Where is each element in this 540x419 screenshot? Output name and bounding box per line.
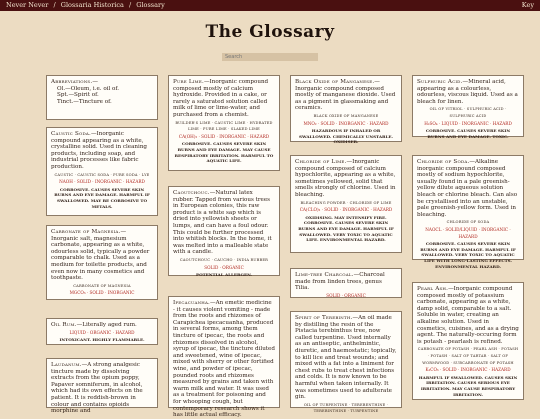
hazard-note: CORROSIVE. CAUSES SEVERE SKIN BURNS AND EYE DAMAGE. MAY CAUSE RESPIRATORY IRRITATION. HARMFUL TO AQUATIC LIFE. <box>174 141 274 164</box>
category-tags[interactable]: SOLID · ORGANIC <box>326 292 366 298</box>
glossary-card-carbonate-of-magnesia <box>46 225 158 300</box>
hazard-note: HAZARDOUS IF INHALED OR SWALLOWED. CHEMICALLY UNSTABLE. OXIDISER. <box>299 128 393 145</box>
term-heading: Lime-tree Charcoal. <box>295 272 354 278</box>
term-definition: —An emetic medicine - it causes violent vomiting - made from the roots and rhizomes of Carapichea ipecacuanha, produced in several forms, among them tincture of ipecac, the roots and rhizomes dissolved in alcohol, syrup of ipecac, the tincture diluted and sweetened, wine of ipecac, mixed with sherry or other fortified wine, and powder of ipecac, pounded roots and rhizomes measured by grains and taken with warm milk and water. It was used as a treatment for poisoning and for whooping cough, but contemporary research shows it has little actual efficacy. <box>173 300 275 419</box>
glossary-card-oil-rum <box>46 318 158 345</box>
term-definition: —A strong analgesic tincture made by dissolving extracts from the opium poppy, Papaver somniferum, in alcohol, which had its own effects on the patient. It is reddish-brown in colour and contains opioids morphine and <box>51 362 143 415</box>
category-tags[interactable]: H₂SO₄ · LIQUID · INORGANIC · HAZARD <box>424 120 512 126</box>
glossary-card-pearl-ash <box>412 282 524 400</box>
breadcrumb-separator: / <box>129 1 132 9</box>
term-heading: Chloride of Soda. <box>417 159 470 165</box>
category-tags[interactable]: MGCO₃ · SOLID · INORGANIC <box>69 290 135 296</box>
glossary-card-laudanum <box>46 358 158 415</box>
glossary-card-chloride-of-soda <box>412 155 524 269</box>
glossary-card-ipecacuanha <box>168 296 280 419</box>
glossary-card-chloride-of-lime <box>290 155 402 253</box>
synonyms: OIL OF TURPENTINE · TEREBENTHINE · TEREBINTHINE · TURPENTINE <box>303 402 389 414</box>
term-definition: —Mineral acid, appearing as a colourless, odourless, viscous liquid. Used as a bleach for linen. <box>417 79 518 105</box>
category-tags[interactable]: NAOCL · SOLID/LIQUID · INORGANIC · HAZARD <box>425 226 511 239</box>
term-heading: Pure Lime. <box>173 79 204 85</box>
category-tags[interactable]: SOLID · ORGANIC <box>204 264 244 270</box>
hazard-note: INTOXICANT. HIGHLY FLAMMABLE. <box>59 337 145 343</box>
term-definition: —Inorganic compound composed mostly of manganese dioxide. Used as a pigment in glassmaking and ceramics. <box>295 79 396 112</box>
term-heading: Spirit of Terebinth. <box>295 315 353 321</box>
term-definition: —Inorganic compound appearing as a white, crystalline solid. Used in cleaning products, including soap, and industrial processes like fabric production. <box>51 131 147 170</box>
hazard-note: POTENTIAL ALLERGEN. <box>196 272 252 278</box>
term-heading: Ipecacuanha. <box>173 300 211 306</box>
abbreviation-item: Ol.—Oleum, i.e. oil of. <box>57 85 120 92</box>
search-input[interactable] <box>222 53 318 61</box>
synonyms: CARBONATE OF POTASH · PEARL ASH · POTASH · POTASH · SALT OF TARTAR · SALT OF WORMWOOD · SUBCARBONATE OF POTASH <box>417 347 519 365</box>
term-heading: Caoutchouc. <box>173 190 210 196</box>
synonyms: CHLORIDE OF SODA <box>446 220 490 225</box>
term-heading: Abbreviations.— <box>51 79 99 85</box>
breadcrumb-glossaria-historica[interactable]: Glossaria Historica <box>60 1 124 9</box>
synonyms: BUILDER'S LIME · CAUSTIC LIME · HYDRATED LIME · PURE LIME · SLAKED LIME <box>175 120 273 132</box>
synonyms: BLEACHING POWDER · CHLORIDE OF LIME <box>300 200 392 205</box>
hazard-note: CORROSIVE. CAUSES SEVERE SKIN BURNS AND EYE DAMAGE. TOXIC. <box>425 128 511 139</box>
abbreviation-item: Spt.—Spirit of. <box>57 92 99 99</box>
breadcrumb-never-never[interactable]: Never Never <box>6 1 49 9</box>
term-definition: —Charcoal made from linden trees, genus Tilia. <box>295 272 385 292</box>
term-heading: Sulphuric Acid. <box>417 79 463 85</box>
breadcrumb-separator: / <box>53 1 56 9</box>
term-definition: —Literally aged rum. <box>76 322 137 328</box>
term-heading: Chloride of Lime. <box>295 159 347 165</box>
glossary-card-sulphuric-acid <box>412 75 524 137</box>
category-tags[interactable]: CA(CLO)₂ · SOLID · INORGANIC · HAZARD <box>299 207 393 213</box>
term-heading: Laudanum. <box>51 362 82 368</box>
category-tags[interactable]: LIQUID · ORGANIC · HAZARD <box>69 329 135 335</box>
breadcrumb <box>6 0 168 11</box>
synonyms: BLACK OXIDE OF MANGANESE <box>313 113 379 118</box>
synonyms: CARBONATE OF MAGNESIA <box>73 283 131 288</box>
glossary-card-caoutchouc <box>168 186 280 276</box>
page-title: The Glossary <box>205 22 335 42</box>
term-definition: —Alkaline inorganic compound composed mostly of sodium hypochlorite, usually found in a pale greenish-yellow dilute aqueous solution bleach or chlorine bleach. Can also be crystallised into an unstable, pale greenish-yellow form. Used in bleaching. <box>417 159 518 218</box>
term-heading: Black Oxide of Manganese. <box>295 79 375 85</box>
synonyms: CAUSTIC · CAUSTIC SODA · PURE SODA · LYE <box>54 172 150 177</box>
glossary-card-spirit-of-terebinth <box>290 311 402 414</box>
glossary-card-abbreviations <box>46 75 158 120</box>
term-definition: —Inorganic compound composed mostly of potassium carbonate, appearing as a white, damp solid, comparable to a salt. Soluble in water, creating an alkaline solution. Used in cosmetics, cuisines, and as a drying agent. The naturally-occuring form is potash - pearlash is refined. <box>417 286 519 345</box>
top-navigation-bar <box>0 0 540 11</box>
synonyms: CAOUTCHOUC · CAUCHO · INDIA RUBBER <box>179 257 269 262</box>
glossary-card-pure-lime <box>168 75 280 171</box>
term-heading: Caustic Soda. <box>51 131 91 137</box>
hazard-note: CORROSIVE. CAUSES SEVERE SKIN BURNS AND EYE DAMAGE. HARMFUL IF SWALLOWED. MAY BE CORROSIVE TO METALS. <box>54 186 150 209</box>
term-definition: —An oil made by distilling the resin of the Pistacia terebinthus tree, now called turpentine. Used internally as an antiseptic, anthelmintic, diuretic, and haemostatic; topically, to kill lice and treat wounds; and mixed with a fat into a liniment for chest rubs to treat chest infections and colds. It is now known to be harmful when taken internally. It was sometimes used to adulterate gin. <box>295 315 397 401</box>
category-tags[interactable]: K₂CO₃ · SOLID · INORGANIC · HAZARD <box>425 367 511 373</box>
glossary-card-lime-tree-charcoal <box>290 268 402 298</box>
term-definition: —Natural latex rubber. Tapped from various trees in European colonies, this raw product is a white sap which is dried into yellowish sheets or lumps, and can have a foul odour. This could be further processed into whitish blocks. In the home, it was melted into a malleable state with a candle. <box>173 190 272 256</box>
breadcrumb-glossary[interactable]: Glossary <box>136 1 165 9</box>
category-tags[interactable]: NAOH · SOLID · INORGANIC · HAZARD <box>59 179 145 185</box>
hazard-note: CORROSIVE. CAUSES SEVERE SKIN BURNS AND EYE DAMAGE. HARMFUL IF SWALLOWED. VERY TOXIC TO AQUATIC LIFE WITH LONG-LASTING EFFECTS. ENVIRONMENTAL HAZARD. <box>420 241 516 269</box>
glossary-card-caustic-soda <box>46 127 158 216</box>
term-heading: Pearl Ash. <box>417 286 449 292</box>
hazard-note: HARMFUL IF SWALLOWED. CAUSES SKIN IRRITATION. CAUSES SERIOUS EYE IRRITATION. MAY CAUSE RESPIRATORY IRRITATION. <box>418 374 518 397</box>
category-tags[interactable]: MNO₂ · SOLID · INORGANIC · HAZARD <box>303 120 389 126</box>
hazard-note: OXIDISING. MAY INTENSIFY FIRE. CORROSIVE. CAUSES SEVERE SKIN BURNS AND EYE DAMAGE. HARMFUL IF SWALLOWED. VERY TOXIC TO AQUATIC LIFE. ENVIRONMENTAL HAZARD. <box>298 214 394 243</box>
term-definition: —Inorganic salt, magnesium carbonate, appearing as a white, odourless solid, typically a powder comparable to chalk. Used as a medium for toilette products, and even now in many cosmetics and toothpaste. <box>51 229 150 282</box>
category-tags[interactable]: CA(OH)₂ · SOLID · INORGANIC · HAZARD <box>178 133 270 139</box>
abbreviation-item: Tinct.—Tincture of. <box>57 98 112 105</box>
glossary-card-black-oxide-of-manganese <box>290 75 402 145</box>
synonyms: OIL OF VITRIOL · SULPHURIC ACID · SULPHURIC ACID <box>429 107 507 118</box>
term-heading: Carbonate of Magnesia. <box>51 229 121 235</box>
term-heading: Oil Rum. <box>51 322 77 328</box>
term-definition: —Inorganic compound composed of calcium hypochlorite, appearing as a white, sometimes yellowed, solid that smells strongly of chlorine. Used in bleaching. <box>295 159 396 198</box>
key-link[interactable]: Key <box>521 1 534 9</box>
term-definition: —Inorganic compound composed mostly of calcium hydroxide. Provided in a cake, or rarely a saturated solution called milk of lime or lime-water, and purchased from a chemist. <box>173 79 269 118</box>
